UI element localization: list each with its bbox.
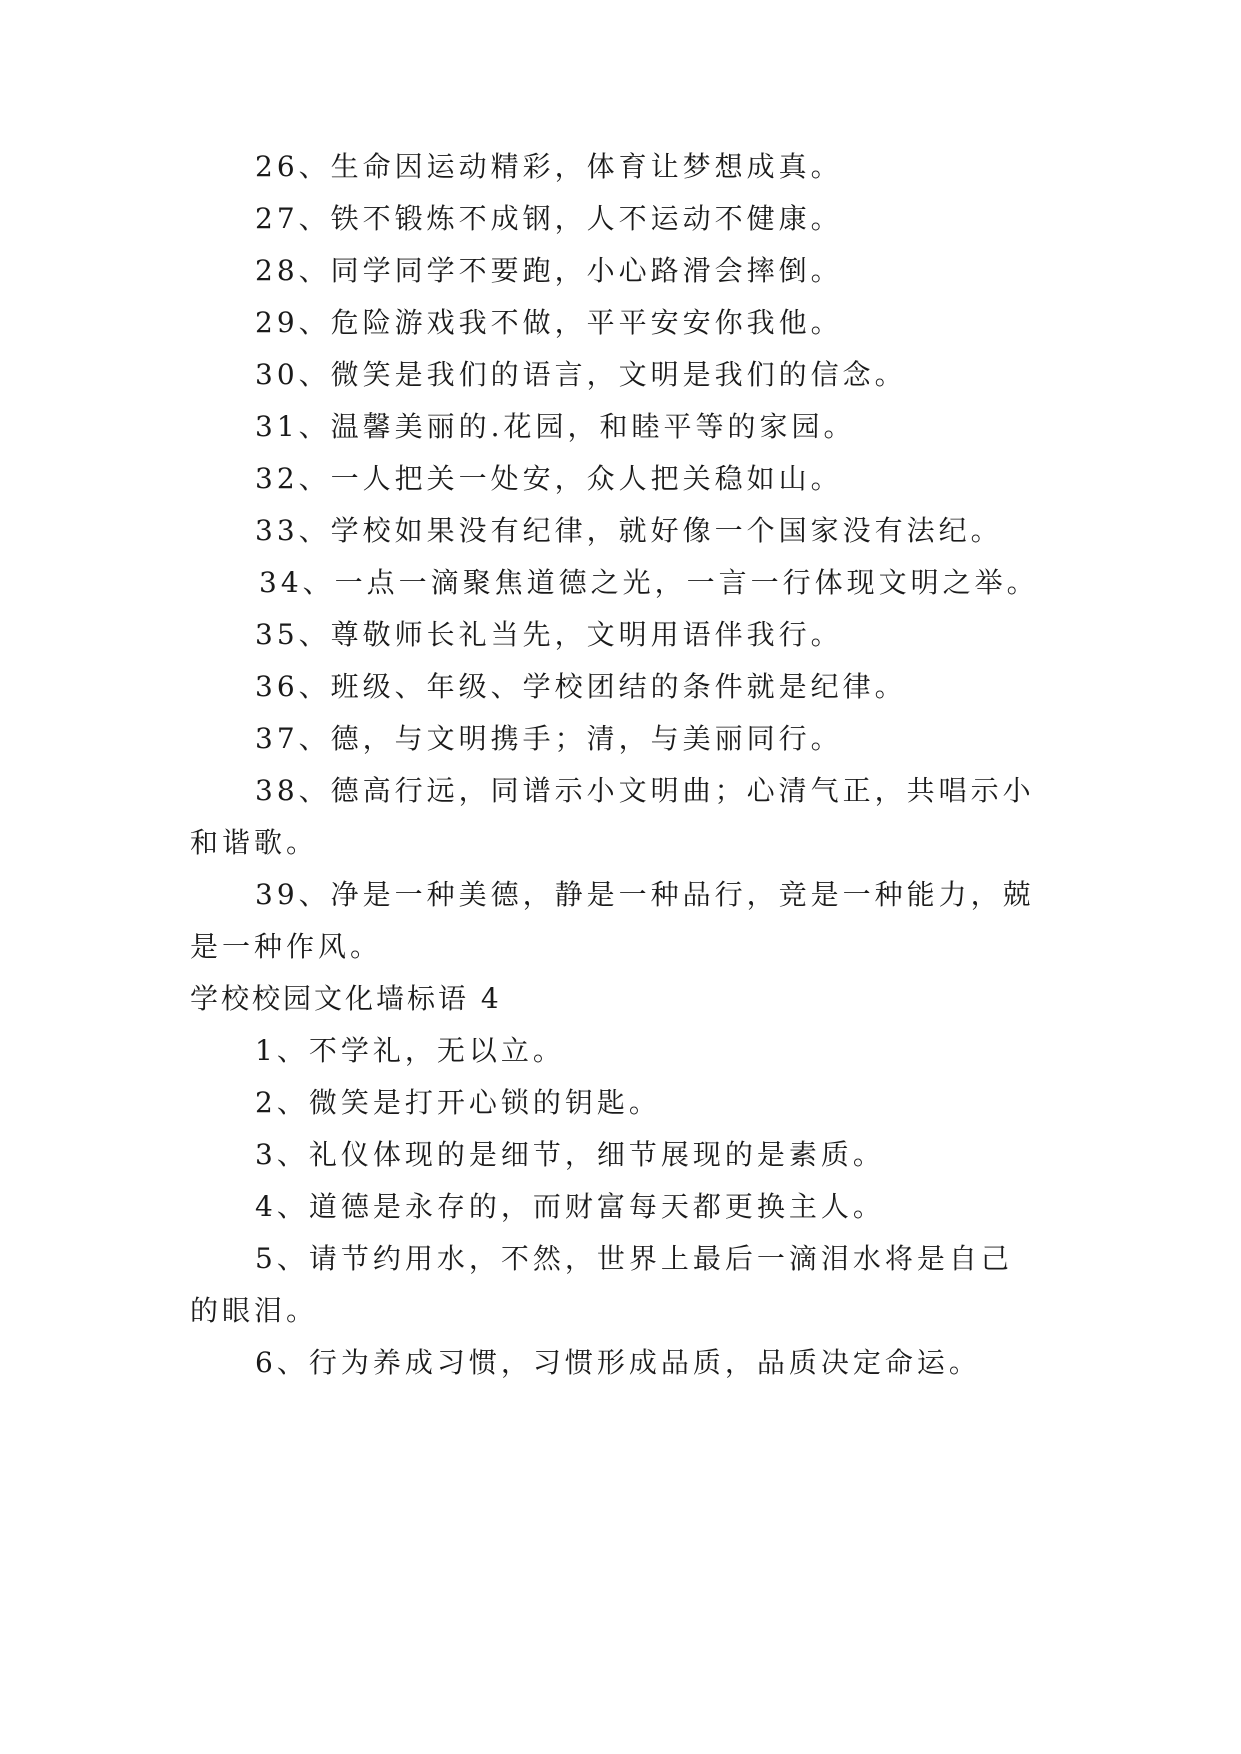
slogan-line: 4、道德是永存的，而财富每天都更换主人。 (255, 1190, 885, 1223)
slogan-line: 30、微笑是我们的语言，文明是我们的信念。 (255, 358, 907, 391)
slogan-line: 37、德，与文明携手；清，与美丽同行。 (255, 722, 843, 755)
slogan-line-continuation: 是一种作风。 (190, 930, 383, 963)
slogan-line: 33、学校如果没有纪律，就好像一个国家没有法纪。 (255, 514, 1003, 547)
slogan-line-continuation: 和谐歌。 (190, 826, 319, 859)
slogan-line: 27、铁不锻炼不成钢，人不运动不健康。 (255, 202, 843, 235)
section-heading: 学校校园文化墙标语 4 (190, 982, 502, 1015)
slogan-line: 36、班级、年级、学校团结的条件就是纪律。 (255, 670, 907, 703)
slogan-line: 3、礼仪体现的是细节，细节展现的是素质。 (255, 1138, 885, 1171)
slogan-line: 35、尊敬师长礼当先，文明用语伴我行。 (255, 618, 843, 651)
slogan-line: 28、同学同学不要跑，小心路滑会摔倒。 (255, 254, 843, 287)
slogan-line: 29、危险游戏我不做，平平安安你我他。 (255, 306, 843, 339)
slogan-line: 1、不学礼，无以立。 (255, 1034, 565, 1067)
slogan-line: 31、温馨美丽的.花园，和睦平等的家园。 (255, 410, 856, 443)
slogan-line: 39、净是一种美德，静是一种品行，竞是一种能力，兢 (255, 878, 1035, 911)
slogan-line: 5、请节约用水，不然，世界上最后一滴泪水将是自己 (255, 1242, 1013, 1275)
slogan-line: 26、生命因运动精彩，体育让梦想成真。 (255, 150, 843, 183)
slogan-line: 2、微笑是打开心锁的钥匙。 (255, 1086, 661, 1119)
slogan-line: 38、德高行远，同谱示小文明曲；心清气正，共唱示小 (255, 774, 1035, 807)
slogan-line-continuation: 的眼泪。 (190, 1294, 319, 1327)
slogan-line: 6、行为养成习惯，习惯形成品质，品质决定命运。 (255, 1346, 981, 1379)
slogan-line: 34、一点一滴聚焦道德之光，一言一行体现文明之举。 (259, 566, 1039, 599)
slogan-line: 32、一人把关一处安，众人把关稳如山。 (255, 462, 843, 495)
